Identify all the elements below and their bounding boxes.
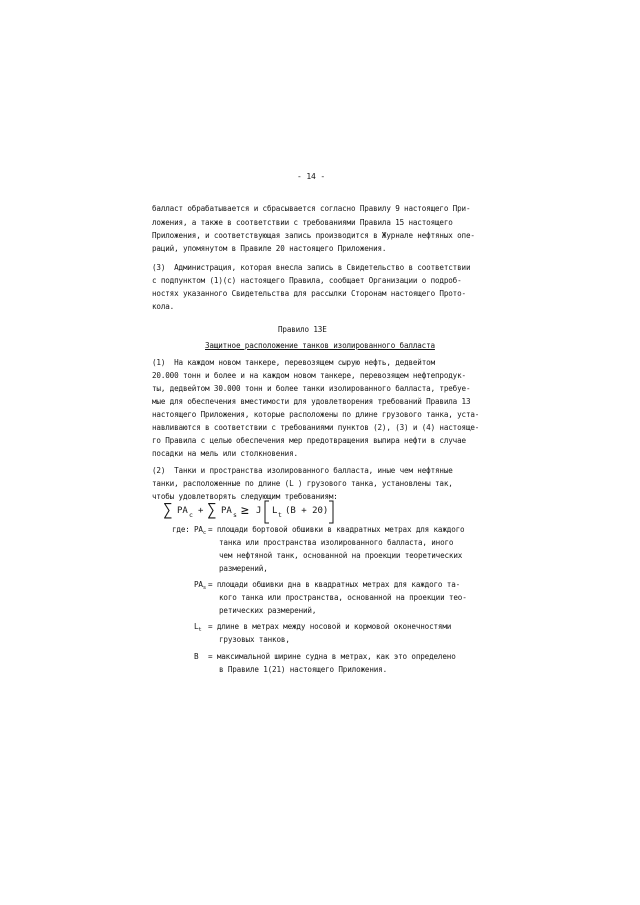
sum-sign-2: ∑ <box>207 500 217 519</box>
p1-line-5: настоящего Приложения, которые расположены по длине грузового танка, уста- <box>152 410 480 419</box>
intro-line-1: балласт обрабатывается и сбрасывается согласно Правилу 9 настоящего При- <box>152 204 471 213</box>
def-pac-symbol: $PA_c$ <box>194 525 207 536</box>
def-b-line-2: в Правиле 1(21) настоящего Приложения. <box>219 665 388 674</box>
formula-sub-t: t <box>278 511 282 519</box>
page-number: - 14 - <box>297 172 325 181</box>
formula-j: J <box>256 506 262 516</box>
formula-sub-c: c <box>189 511 193 519</box>
para3-line-4: кола. <box>152 302 175 311</box>
def-pas-line-2: кого танка или пространства, основанной на проекции тео- <box>219 593 467 602</box>
p2-line-3: чтобы удовлетворять следующим требованиям: <box>152 492 338 501</box>
formula-sub-s: s <box>233 511 237 519</box>
rule-subtitle: Защитное расположение танков изолированного балласта <box>205 341 435 350</box>
p2-line-2: танки, расположенные по длине (L ) грузового танка, установлены так, <box>152 479 453 488</box>
p1-line-3: ты, дедвейтом 30.000 тонн и более танки изолированного балласта, требуе- <box>152 384 471 393</box>
para3-line-2: с подпунктом (1)(с) настоящего Правила, сообщает Организации о подроб- <box>152 276 462 285</box>
p1-line-4: мые для обеспечения вместимости для удовлетворения требований Правила 13 <box>152 397 471 406</box>
def-lt-line-2: грузовых танков, <box>219 635 290 644</box>
formula-plus: + <box>198 506 204 516</box>
intro-line-3: Приложения, и соответствующая запись производится в Журнале нефтяных опе- <box>152 231 475 240</box>
formula-pa2: PA <box>221 506 232 516</box>
where-label: где: <box>172 525 190 534</box>
rule-title: Правило 13Е <box>278 325 327 334</box>
formula-l: L <box>272 506 278 516</box>
p1-line-8: посадки на мель или столкновения. <box>152 449 298 458</box>
para3-line-3: ностях указанного Свидетельства для рассылки Сторонам настоящего Прото- <box>152 289 466 298</box>
para3-line-1: (3) Администрация, которая внесла запись в Свидетельство в соответствии <box>152 263 471 272</box>
intro-line-2: ложения, а также в соответствии с требованиями Правила 15 настоящего <box>152 218 453 227</box>
def-pac-line-1: = площади бортовой обшивки в квадратных метрах для каждого <box>208 525 465 534</box>
def-pac-line-4: размерений, <box>219 564 268 573</box>
p2-line-1: (2) Танки и пространства изолированного балласта, иные чем нефтяные <box>152 466 453 475</box>
def-pac-line-2: танка или пространства изолированного балласта, иного <box>219 538 454 547</box>
left-bracket <box>265 501 269 523</box>
sum-sign-1: ∑ <box>163 500 173 519</box>
def-b-line-1: = максимальной ширине судна в метрах, как это определено <box>208 652 456 661</box>
formula-geq: ≥ <box>241 503 249 518</box>
formula-rest: (B + 20) <box>285 506 329 516</box>
def-pas-symbol: $PA_s$ <box>194 580 207 591</box>
p1-line-2: 20.000 тонн и более и на каждом новом танкере, перевозящем нефтепродук- <box>152 371 466 380</box>
def-lt-line-1: = длине в метрах между носовой и кормовой оконечностями <box>208 622 452 631</box>
intro-line-4: раций, упомянутом в Правиле 20 настоящего Приложения. <box>152 244 387 253</box>
def-pas-line-3: ретических размерений, <box>219 606 317 615</box>
def-pas-line-1: = площади обшивки дна в квадратных метрах для каждого та- <box>208 580 461 589</box>
def-pac-line-3: чем нефтяной танк, основанной на проекции теоретических <box>219 551 463 560</box>
def-lt-symbol: $L_t$ <box>194 622 202 633</box>
p1-line-1: (1) На каждом новом танкере, перевозящем сырую нефть, дедвейтом <box>152 358 435 367</box>
p1-line-7: го Правила с целью обеспечения мер предотвращения выпира нефти в случае <box>152 436 466 445</box>
formula-pa1: PA <box>177 506 188 516</box>
right-bracket <box>329 501 333 523</box>
requirement-formula <box>163 499 393 525</box>
def-b-symbol: B <box>194 652 199 661</box>
p1-line-6: навливаются в соответствии с требованиями пунктов (2), (3) и (4) настояще- <box>152 423 480 432</box>
